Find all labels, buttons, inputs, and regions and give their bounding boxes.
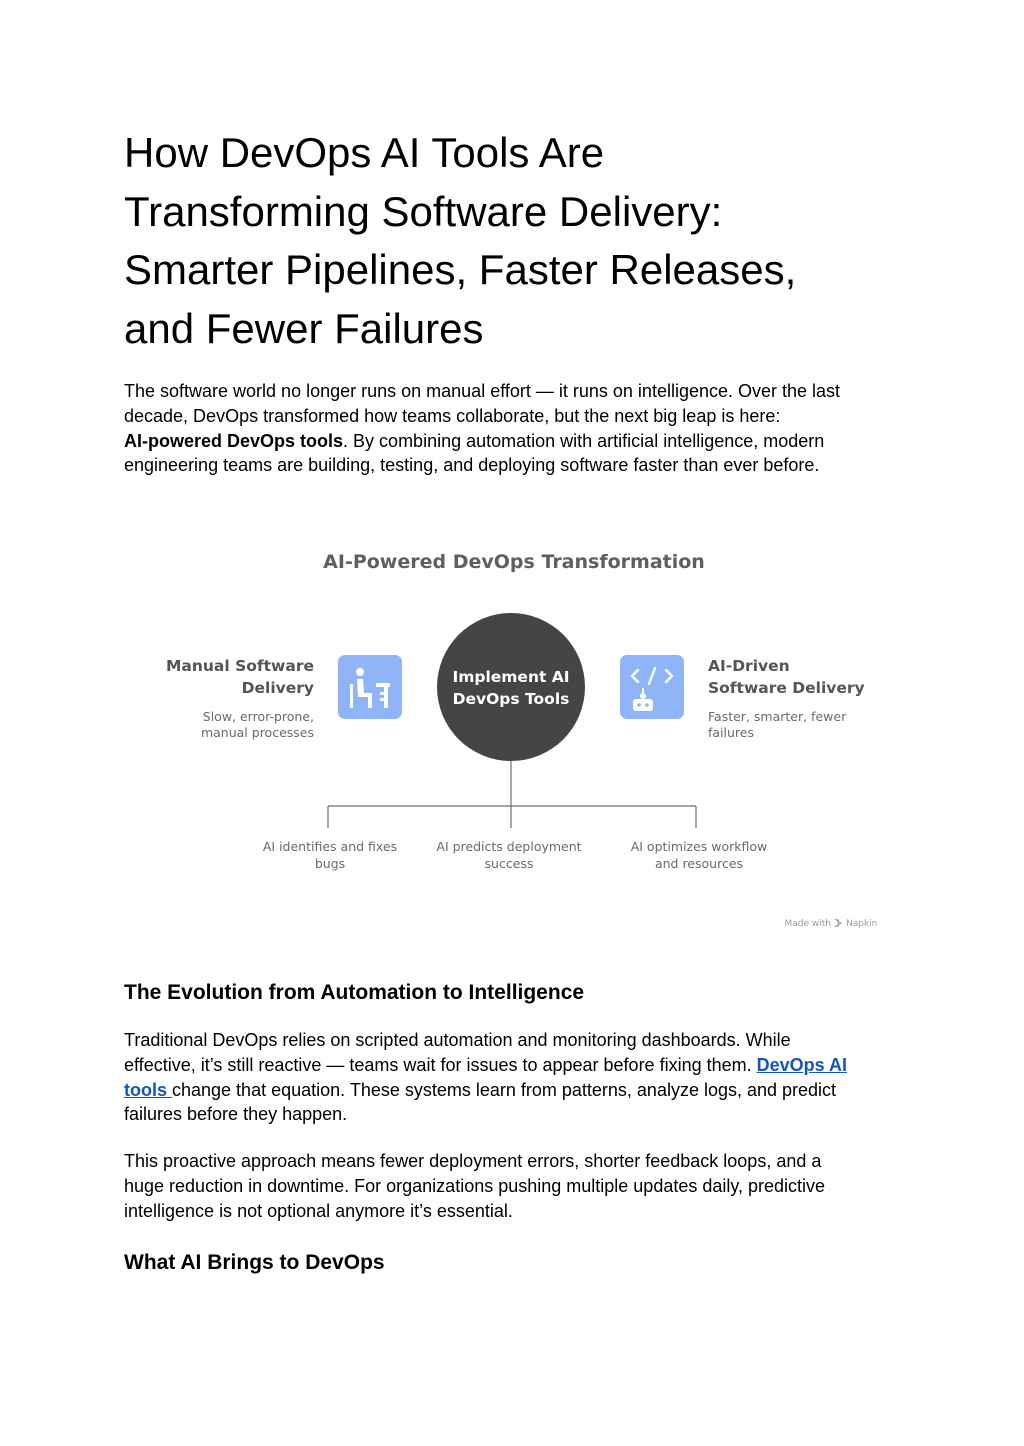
title-line: Transforming Software Delivery:: [124, 187, 723, 235]
intro-line: engineering teams are building, testing, and deploying software faster than ever before.: [124, 455, 820, 476]
branch-label-line: AI predicts deployment: [436, 839, 582, 854]
paragraph-line: [124, 1078, 904, 1103]
diagram-title: AI-Powered DevOps Transformation: [323, 551, 705, 573]
body-paragraph: [124, 1149, 904, 1223]
center-circle: [437, 613, 585, 761]
branch-label-line: and resources: [654, 856, 744, 871]
left-subtext-line: manual processes: [200, 725, 314, 740]
body-paragraph: [124, 1028, 904, 1127]
paragraph-line: [124, 1053, 904, 1078]
right-heading-line: Software Delivery: [708, 679, 865, 697]
paragraph-line: failures before they happen.: [124, 1104, 348, 1125]
intro-paragraph: [124, 379, 904, 478]
code-robot-icon: [620, 655, 684, 719]
section-heading: What AI Brings to DevOps: [124, 1251, 385, 1274]
branch-label-line: AI optimizes workflow: [630, 839, 768, 854]
title-line: How DevOps AI Tools Are: [124, 129, 605, 176]
center-line: DevOps Tools: [452, 690, 570, 708]
branch-connector: [328, 761, 696, 828]
transformation-diagram: [150, 540, 890, 940]
devops-ai-tools-link[interactable]: tools: [124, 1079, 172, 1100]
right-subtext-line: failures: [708, 725, 754, 740]
intro-text: . By combining automation with artificial intelligence, modern: [343, 430, 825, 451]
intro-bold-phrase: AI-powered DevOps tools: [124, 430, 344, 451]
paragraph-line: intelligence is not optional anymore it’s essential.: [124, 1200, 513, 1221]
paragraph-line: Traditional DevOps relies on scripted automation and monitoring dashboards. While: [124, 1030, 791, 1050]
left-heading-line: Manual Software: [165, 657, 314, 675]
left-heading-line: Delivery: [241, 679, 314, 697]
made-with-label: Made with: [784, 919, 831, 929]
center-line: Implement AI: [452, 668, 570, 686]
right-heading-line: AI-Driven: [708, 657, 790, 675]
devops-ai-tools-link[interactable]: DevOps AI: [756, 1054, 847, 1075]
intro-line: decade, DevOps transformed how teams collaborate, but the next big leap is here:: [124, 405, 781, 426]
section-heading: The Evolution from Automation to Intelligence: [124, 981, 585, 1004]
paragraph-text: change that equation. These systems learn from patterns, analyze logs, and predict: [172, 1079, 837, 1100]
intro-line: [124, 429, 904, 454]
paragraph-text: effective, it’s still reactive — teams wait for issues to appear before fixing them.: [124, 1054, 757, 1075]
branch-label-line: AI identifies and fixes: [262, 839, 398, 854]
intro-line: The software world no longer runs on manual effort — it runs on intelligence. Over the last: [124, 381, 841, 401]
title-line: Smarter Pipelines, Faster Releases,: [124, 246, 797, 293]
paragraph-line: huge reduction in downtime. For organizations pushing multiple updates daily, predictive: [124, 1175, 826, 1196]
page-title: [124, 124, 924, 358]
branch-label-line: success: [484, 856, 534, 871]
right-subtext-line: Faster, smarter, fewer: [708, 709, 847, 724]
title-line: and Fewer Failures: [124, 304, 484, 352]
person-at-desk-icon: [338, 655, 402, 719]
branch-label-line: bugs: [314, 856, 346, 871]
left-subtext-line: Slow, error-prone,: [202, 709, 314, 724]
napkin-brand-label: Napkin: [846, 919, 878, 929]
napkin-logo-icon: [835, 919, 841, 927]
paragraph-line: This proactive approach means fewer deployment errors, shorter feedback loops, and a: [124, 1151, 822, 1171]
